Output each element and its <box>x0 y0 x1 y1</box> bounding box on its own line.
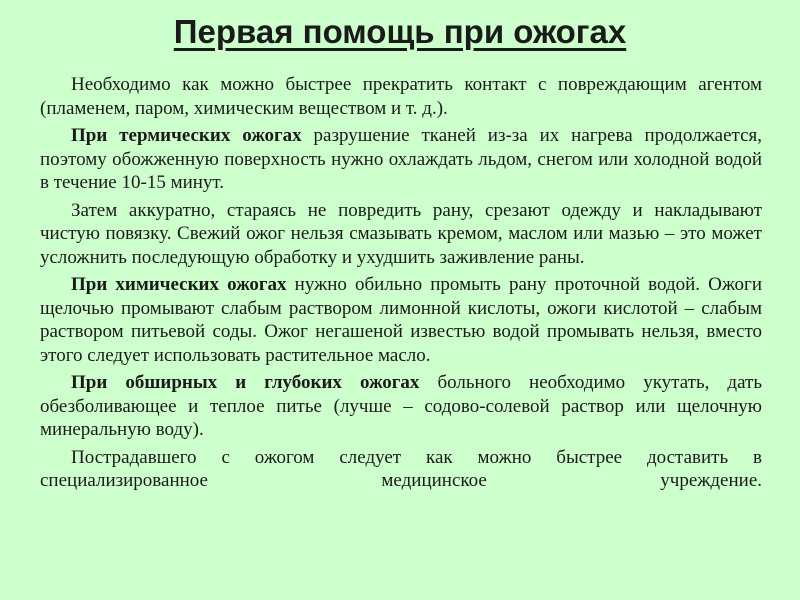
paragraph-lead: При химических ожогах <box>71 274 287 295</box>
paragraph-text: больного необходимо укутать, дать обезболивающее и теплое питье (лучше – содово-солевой раствор или щелочную минеральную воду). <box>40 372 762 440</box>
paragraph-hospital <box>40 446 762 493</box>
paragraph-lead: При термических ожогах <box>71 125 302 146</box>
paragraph-lead: При обширных и глубоких ожогах <box>71 372 420 393</box>
page-title: Первая помощь при ожогах <box>173 13 627 50</box>
paragraph-stop-contact <box>40 73 762 120</box>
paragraph-thermal-burns <box>40 124 762 195</box>
paragraph-chemical-burns <box>40 273 762 367</box>
paragraph-text: нужно обильно промыть рану проточной водой. Ожоги щелочью промывают слабым раствором лимонной кислоты, ожоги кислотой – слабым раствором питьевой соды. Ожог негашеной известью водой промывать нельзя, вместо этого следует использовать растительное масло. <box>40 274 762 366</box>
paragraph-text: разрушение тканей из-за их нагрева продолжается, поэтому обожженную поверхность нужно охлаждать льдом, снегом или холодной водой в течение 10-15 минут. <box>40 125 762 193</box>
paragraph-extensive-burns <box>40 371 762 442</box>
paragraph-dressing <box>40 199 762 270</box>
paragraph-text: Затем аккуратно, стараясь не повредить рану, срезают одежду и накладывают чистую повязку. Свежий ожог нельзя смазывать кремом, маслом или мазью – это может усложнить последующую обработку и ухудшить заживление раны. <box>40 199 762 268</box>
paragraph-text: Пострадавшего с ожогом следует как можно быстрее доставить в специализированное медицинское учреждение. <box>40 446 762 491</box>
paragraph-text: Необходимо как можно быстрее прекратить контакт с повреждающим агентом (пламенем, паром, химическим веществом и т. д.). <box>40 74 762 119</box>
body-text <box>40 73 762 497</box>
